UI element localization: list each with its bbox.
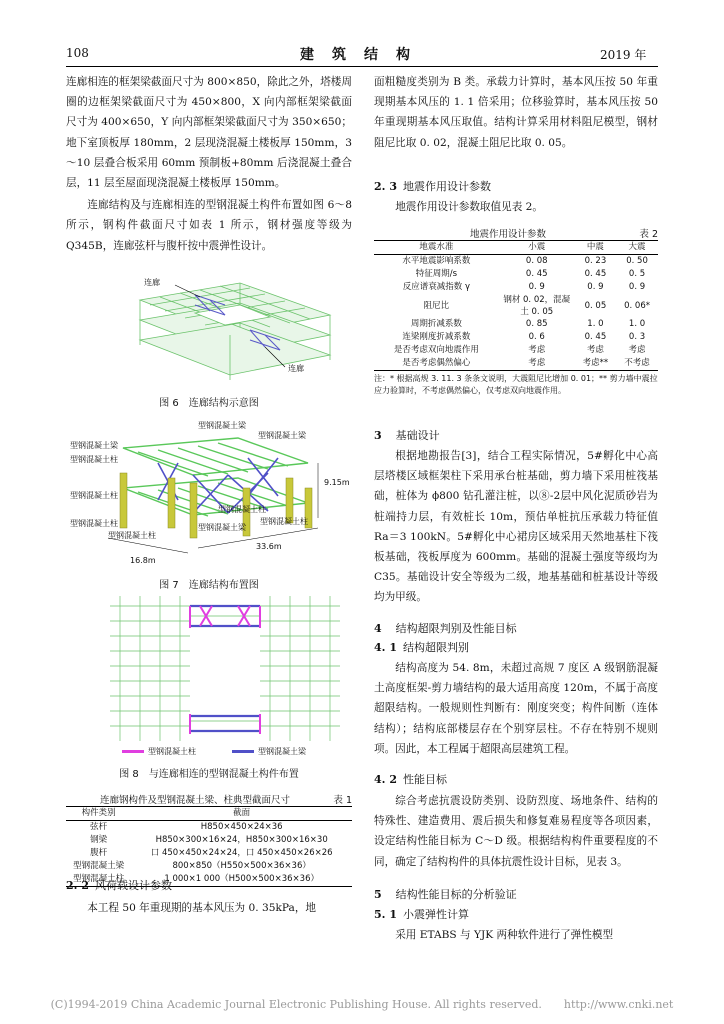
table-cell: 1 000×1 000（H500×500×36×36） — [164, 874, 319, 884]
section-size-table — [66, 806, 352, 887]
table-title: 连廊钢构件及型钢混凝土梁、柱典型截面尺寸 — [100, 795, 291, 806]
paragraph: 地震作用设计参数取值见表 2。 — [395, 201, 544, 213]
paragraph: 连廊相连的框架梁截面尺寸为 800×850，除此之外，塔楼周圈的边框架梁截面尺寸为 450×800，X 向内部框架梁截面尺寸为 400×650，Y 向内部框架梁截面尺寸为 350×650；地下室顶板厚 180mm，2 层现浇混凝土楼板厚 150mm，3～10 层叠合板采用 60mm 预制板+80mm 后浇混凝土叠合层，11 层至屋面现浇混凝土楼板厚 150mm。 — [66, 76, 352, 190]
page-number: 108 — [66, 46, 89, 60]
table-cell: 0. 3 — [628, 332, 646, 342]
heading-number: 5. 1 — [374, 908, 397, 921]
table-row — [374, 268, 658, 281]
figure-6-caption: 图 6 连廊结构示意图 — [159, 398, 259, 409]
table-row — [66, 821, 352, 835]
figure-7 — [68, 418, 352, 570]
table-cell: 0. 6 — [528, 332, 545, 342]
table-1-caption — [66, 792, 352, 806]
table-cell: 弦杆 — [90, 822, 108, 832]
table-row — [374, 331, 658, 344]
label-src-column: 型钢混凝土柱 — [260, 517, 308, 526]
table-cell: 腹杆 — [90, 848, 108, 858]
heading-5-1 — [374, 905, 469, 925]
heading-number: 3 — [374, 429, 382, 442]
table-cell: H850×450×24×36 — [200, 822, 283, 832]
table-cell: 水平地震影响系数 — [402, 256, 471, 266]
table-cell: 1. 0 — [628, 319, 646, 329]
legend-text: 型钢混凝土柱 — [148, 747, 196, 756]
table-cell: 0. 45 — [584, 269, 607, 279]
table-header: 构件类别 — [81, 808, 116, 818]
figure-8-caption: 图 8 与连廊相连的型钢混凝土构件布置 — [119, 769, 299, 780]
table-2-caption — [374, 226, 658, 240]
table-cell: 0. 05 — [584, 300, 607, 311]
corridor-3d-diagram — [100, 275, 340, 385]
left-text-top — [66, 72, 352, 256]
table-row — [66, 860, 352, 873]
dim-height: 9.15m — [324, 478, 350, 487]
heading-4 — [374, 619, 517, 639]
table-row — [374, 255, 658, 269]
heading-text: 性能目标 — [402, 773, 447, 786]
table-cell: 考虑 — [528, 358, 546, 368]
paragraph: 综合考虑抗震设防类别、设防烈度、场地条件、结构的特殊性、建造费用、震后损失和修复难易程度等各项因素，设定结构性能目标为 C～D 级。根据结构构件重要程度的不同，确定了结构构件的具体抗震性设计目标，见表 3。 — [374, 795, 658, 868]
table-cell: 钢材 0. 02，混凝土 0. 05 — [503, 295, 571, 317]
header-rule — [66, 66, 658, 67]
heading-2-2 — [66, 876, 172, 896]
heading-number: 4. 2 — [374, 773, 397, 786]
table-row — [374, 294, 658, 318]
table-cell: 考虑 — [628, 345, 646, 355]
figure-7-caption: 图 7 连廊结构布置图 — [159, 580, 259, 591]
table-cell: 考虑 — [528, 345, 546, 355]
heading-3 — [374, 426, 440, 446]
label-src-beam: 型钢混凝土梁 — [258, 431, 306, 440]
table-cell: 考虑 — [586, 345, 604, 355]
table-row — [374, 357, 658, 371]
legend-column — [122, 746, 196, 757]
table-row — [374, 344, 658, 357]
heading-number: 2. 2 — [66, 879, 89, 892]
table-cell: 0. 9 — [628, 282, 646, 292]
label-src-column: 型钢混凝土柱 — [70, 519, 118, 528]
table-number: 表 1 — [333, 795, 352, 806]
label-corridor-bottom: 连廊 — [288, 364, 304, 373]
legend-swatch — [122, 750, 144, 753]
table-cell: 不考虑 — [624, 358, 650, 368]
table-cell: 0. 23 — [584, 256, 607, 266]
heading-2-3 — [374, 177, 491, 197]
table-cell: H850×300×16×24，H850×300×16×30 — [155, 835, 328, 845]
table-cell: 0. 08 — [525, 256, 548, 266]
table-header: 截面 — [233, 808, 251, 818]
dim-width: 16.8m — [130, 556, 156, 565]
paragraph: 连廊结构及与连廊相连的型钢混凝土构件布置如图 6～8 所示，钢构件截面尺寸如表 1 所示，钢材强度等级为 Q345B，连廊弦杆与腹杆按中震弹性设计。 — [66, 199, 352, 252]
label-src-column: 型钢混凝土柱 — [108, 531, 156, 540]
table-cell: 钢梁 — [90, 835, 108, 845]
table-cell: 0. 45 — [584, 332, 607, 342]
table-cell: 连梁刚度折减系数 — [402, 332, 471, 342]
table-row — [66, 834, 352, 847]
label-corridor-top: 连廊 — [144, 278, 160, 287]
heading-number: 4 — [374, 622, 382, 635]
table-cell: 反应谱衰减指数 γ — [402, 282, 470, 292]
heading-text: 结构超限判别及性能目标 — [395, 622, 517, 635]
table-cell: 0. 45 — [525, 269, 548, 279]
heading-text: 地震作用设计参数 — [402, 180, 491, 193]
label-src-column: 型钢混凝土柱 — [218, 505, 266, 514]
paragraph: 本工程 50 年重现期的基本风压为 0. 35kPa，地 — [87, 902, 317, 914]
heading-text: 结构性能目标的分析验证 — [395, 888, 517, 901]
heading-text: 小震弹性计算 — [402, 908, 469, 921]
label-src-column: 型钢混凝土柱 — [70, 455, 118, 464]
plan-layout-diagram — [100, 596, 346, 746]
paragraph: 面粗糙度类别为 B 类。承载力计算时，基本风压按 50 年重现期基本风压的 1. 1 倍采用；位移验算时，基本风压按 50 年重现期基本风压取值。结构计算采用材料阻尼模型，钢材阻尼比取 0. 02，混凝土阻尼比取 0. 05。 — [374, 76, 658, 149]
table-header: 大震 — [628, 242, 646, 252]
table-2-note: 注：* 根据高规 3. 11. 3 条条文说明，大震阻尼比增加 0. 01；** 剪力墙中震拉应力验算时，不考虑偶然偏心，仅考虑双向地震作用。 — [374, 374, 658, 395]
table-header: 小震 — [528, 242, 546, 252]
label-src-beam: 型钢混凝土梁 — [70, 441, 118, 450]
heading-text: 结构超限判别 — [402, 641, 469, 654]
year: 2019 年 — [600, 48, 647, 62]
heading-number: 4. 1 — [374, 641, 397, 654]
table-cell: 是否考虑偶然偏心 — [402, 358, 471, 368]
paragraph: 根据地勘报告[3]，结合工程实际情况，5#孵化中心高层塔楼区域框架柱下采用承台桩基础，剪力墙下采用桩筏基础，桩体为 ϕ800 钻孔灌注桩，以⑧-2层中风化泥质砂岩为桩端持力层，有效桩长 10m，预估单桩抗压承载力特征值 Ra＝3 100kN。5#孵化中心裙房区域采用天然地基柱下筏板基础，筏板厚度为 600mm。基础的混凝土强度等级均为 C35。基础设计安全等级为二级，地基基础和桩基设计等级均为甲级。 — [374, 450, 658, 604]
table-cell: 周期折减系数 — [410, 319, 462, 329]
table-header: 中震 — [586, 242, 604, 252]
table-2 — [374, 226, 658, 397]
table-cell: 0. 06* — [624, 300, 650, 311]
heading-text: 基础设计 — [395, 429, 440, 442]
table-1 — [66, 792, 352, 887]
table-cell: 口 450×450×24×24，口 450×450×26×26 — [150, 848, 333, 858]
table-cell: 0. 5 — [628, 269, 646, 279]
table-row — [374, 318, 658, 331]
heading-4-1 — [374, 638, 469, 658]
label-src-beam: 型钢混凝土梁 — [198, 421, 246, 430]
legend-swatch — [232, 750, 254, 753]
paragraph: 采用 ETABS 与 YJK 两种软件进行了弹性模型 — [395, 929, 614, 941]
journal-title: 建 筑 结 构 — [300, 47, 412, 63]
heading-number: 2. 3 — [374, 180, 397, 193]
table-cell: 是否考虑双向地震作用 — [393, 345, 479, 355]
legend-text: 型钢混凝土梁 — [258, 747, 306, 756]
paragraph: 结构高度为 54. 8m，未超过高规 7 度区 A 级钢筋混凝土高度框架-剪力墙结构的最大适用高度 120m，不属于高度超限结构。一般规则性判断有：刚度突变；构件间断（连体结构）；结构底部楼层存在个别穿层柱。不存在特别不规则项。因此，本工程属于超限高层建筑工程。 — [374, 662, 658, 755]
heading-5 — [374, 885, 517, 905]
dim-length: 33.6m — [256, 542, 282, 551]
heading-text: 风荷载设计参数 — [94, 879, 172, 892]
table-cell: 0. 50 — [626, 256, 648, 266]
table-header: 地震水准 — [419, 242, 454, 252]
table-cell: 0. 85 — [525, 319, 548, 329]
figure-6 — [100, 275, 340, 385]
table-row — [374, 281, 658, 294]
table-cell: 阻尼比 — [423, 300, 450, 311]
table-cell: 1. 0 — [587, 319, 604, 329]
table-cell: 考虑** — [582, 358, 609, 368]
table-cell: 0. 9 — [587, 282, 604, 292]
label-src-beam: 型钢混凝土梁 — [198, 523, 246, 532]
seismic-param-table — [374, 240, 658, 371]
figure-8 — [100, 596, 346, 760]
label-src-column: 型钢混凝土柱 — [70, 491, 118, 500]
table-cell: 型钢混凝土梁 — [73, 861, 125, 871]
copyright-footer: (C)1994-2019 China Academic Journal Electronic Publishing House. All rights reserved. http://www.cnki.net — [50, 998, 674, 1011]
table-title: 地震作用设计参数 — [470, 229, 547, 240]
heading-number: 5 — [374, 888, 382, 901]
table-number: 表 2 — [639, 229, 658, 240]
table-cell: 800×850（H550×500×36×36） — [172, 861, 311, 871]
table-cell: 型钢混凝土柱 — [73, 874, 125, 884]
legend-beam — [232, 746, 306, 757]
table-cell: 特征周期/s — [415, 269, 458, 279]
heading-4-2 — [374, 770, 447, 790]
table-cell: 0. 9 — [528, 282, 545, 292]
table-row — [66, 847, 352, 860]
